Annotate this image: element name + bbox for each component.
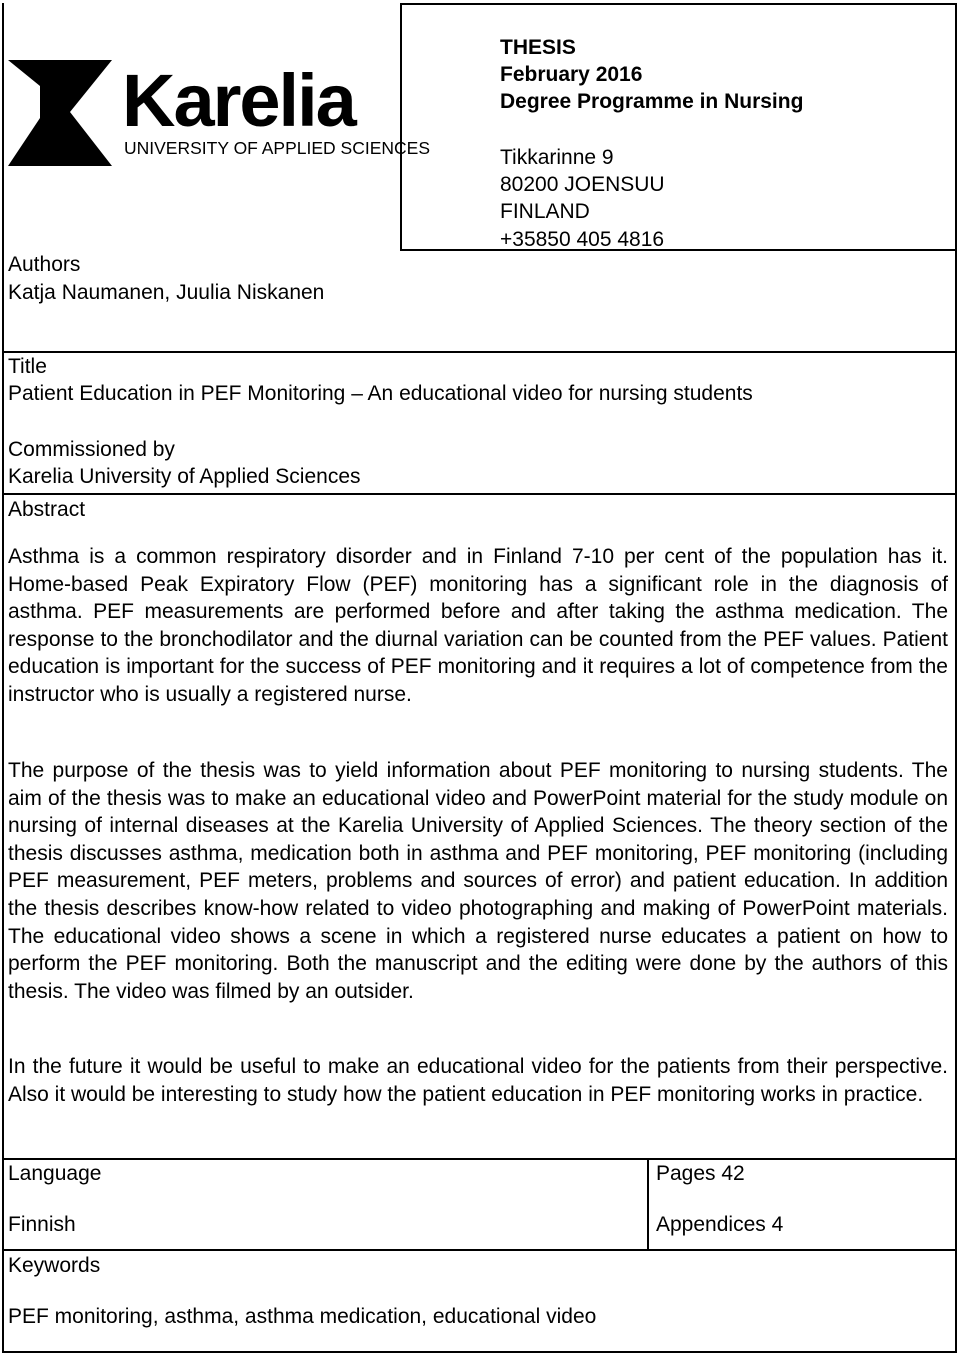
pages-count: Pages 42 bbox=[656, 1162, 745, 1185]
logo-wordmark: Karelia bbox=[122, 59, 355, 142]
keywords-value: PEF monitoring, asthma, asthma medication, educational video bbox=[8, 1305, 597, 1328]
abstract-divider bbox=[2, 493, 957, 495]
appendices-count: Appendices 4 bbox=[656, 1213, 784, 1236]
address-country: FINLAND bbox=[500, 200, 590, 223]
language-value: Finnish bbox=[8, 1213, 76, 1236]
authors-label: Authors bbox=[8, 253, 81, 276]
frame-right-border bbox=[955, 3, 957, 1353]
abstract-label: Abstract bbox=[8, 498, 86, 521]
title-value: Patient Education in PEF Monitoring – An educational video for nursing students bbox=[8, 382, 753, 405]
thesis-date: February 2016 bbox=[500, 63, 643, 86]
header-divider-vertical bbox=[400, 3, 402, 251]
language-label: Language bbox=[8, 1162, 102, 1185]
footer-vertical-divider bbox=[647, 1158, 649, 1250]
logo-subtitle: UNIVERSITY OF APPLIED SCIENCES bbox=[124, 138, 431, 158]
address-postal: 80200 JOENSUU bbox=[500, 173, 665, 196]
abstract-paragraph-2: The purpose of the thesis was to yield information about PEF monitoring to nursing students. The aim of the thesis was to make an educational video and PowerPoint material for the study module on nursing of internal diseases at the Karelia University of Applied Sciences. The theory section of the thesis discusses asthma, medication both in asthma and PEF monitoring, PEF monitoring (including PEF measurement, PEF meters, problems and sources of error) and patient education. In addition the thesis describes know-how related to video photographing and making of PowerPoint materials. The educational video shows a scene in which a registered nurse educates a patient on how to perform the PEF monitoring. Both the manuscript and the editing were done by the authors of this thesis. The video was filmed by an outsider. bbox=[8, 759, 948, 1003]
authors-value: Katja Naumanen, Juulia Niskanen bbox=[8, 281, 325, 304]
commissioned-label: Commissioned by bbox=[8, 438, 175, 461]
title-divider bbox=[2, 351, 957, 353]
abstract-paragraph-3: In the future it would be useful to make an educational video for the patients from their perspective. Also it would be interesting to study how the patient education in PEF monitoring works in practice. bbox=[8, 1055, 948, 1106]
karelia-logo bbox=[8, 59, 431, 166]
frame-top-border bbox=[400, 3, 957, 5]
degree-programme: Degree Programme in Nursing bbox=[500, 90, 804, 113]
title-label: Title bbox=[8, 355, 47, 378]
keywords-label: Keywords bbox=[8, 1254, 101, 1277]
address-street: Tikkarinne 9 bbox=[500, 146, 614, 169]
logo-mark-icon bbox=[8, 60, 112, 166]
frame-left-border bbox=[2, 3, 4, 1353]
commissioned-value: Karelia University of Applied Sciences bbox=[8, 465, 361, 488]
header-divider-horizontal bbox=[400, 249, 957, 251]
abstract-paragraph-1: Asthma is a common respiratory disorder and in Finland 7-10 per cent of the population has it. Home-based Peak Expiratory Flow (PEF) monitoring has a significant role in the diagnosis of asthma. PEF measurements are performed before and after taking the asthma medication. The response to the bronchodilator and the diurnal variation can be counted from the PEF values. Patient education is important for the success of PEF monitoring and it requires a lot of competence from the instructor who is usually a registered nurse. bbox=[8, 545, 948, 706]
doc-type: THESIS bbox=[500, 36, 576, 59]
footer-divider bbox=[2, 1158, 957, 1160]
address-phone: +35850 405 4816 bbox=[500, 228, 665, 251]
keywords-divider bbox=[2, 1249, 957, 1251]
frame-bottom-border bbox=[2, 1351, 957, 1353]
